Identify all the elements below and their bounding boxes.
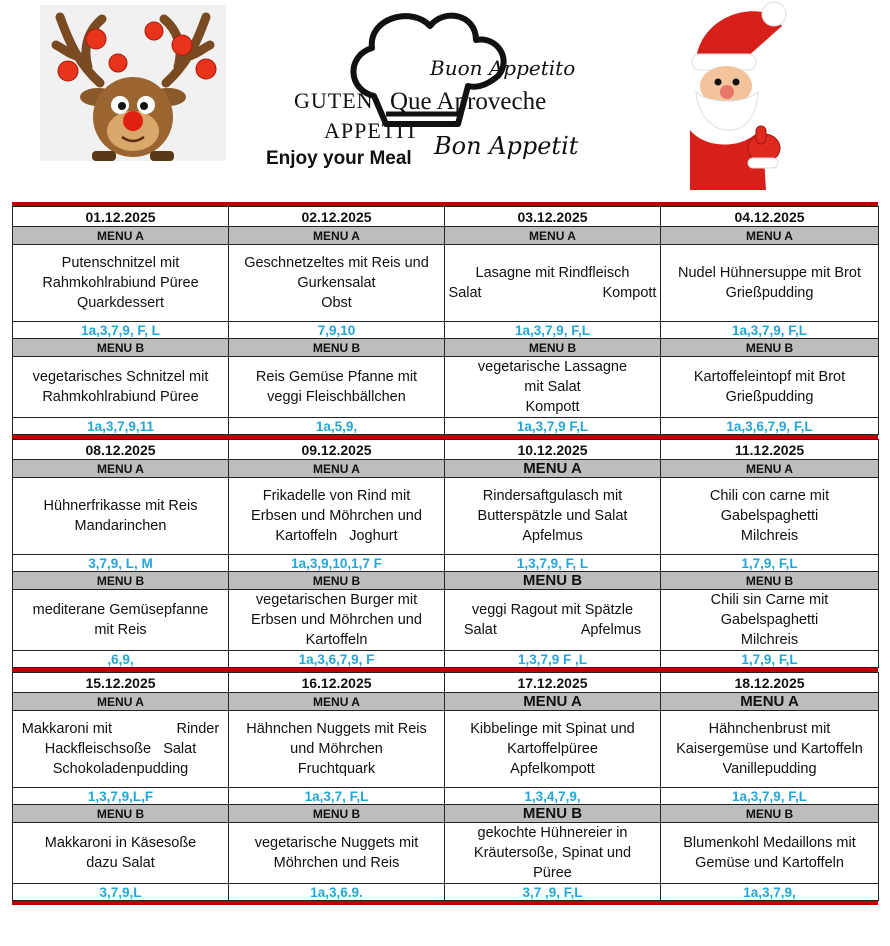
dish-line: Kartoffelpüree: [507, 741, 598, 757]
day-date: 03.12.2025: [445, 207, 661, 227]
menu-b-allergens: 1a,3,6.9.: [229, 884, 445, 901]
dish-line: vegetarisches Schnitzel mit: [32, 369, 209, 385]
menu-a-header: MENU A: [661, 693, 879, 711]
dish-line: vegetarischen Burger mit: [255, 592, 418, 608]
menu-a-header: MENU A: [445, 693, 661, 711]
week-2-table: [12, 439, 879, 668]
dish-line: Milchreis: [740, 632, 799, 648]
menu-b-allergens: 1a,5,9,: [229, 418, 445, 435]
menu-b-allergens: 3,7,9,L: [13, 884, 229, 901]
menu-b-header: MENU B: [229, 805, 445, 823]
day-date: 04.12.2025: [661, 207, 879, 227]
menu-a-allergens: 7,9,10: [229, 322, 445, 339]
dish-line: mit Reis: [94, 622, 147, 638]
greeting-enjoy: Enjoy your Meal: [266, 148, 412, 169]
day-date: 02.12.2025: [229, 207, 445, 227]
dish-line: Grießpudding: [725, 389, 814, 405]
menu-b-header: MENU B: [445, 572, 661, 590]
menu-a-allergens: 1a,3,7,9, F,L: [661, 788, 879, 805]
dish-line: vegetarische Lassagne: [477, 359, 628, 375]
dish-line: Geschnetzeltes mit Reis und: [244, 255, 429, 271]
santa-illustration: [686, 0, 790, 190]
dish-line: Kaisergemüse und Kartoffeln: [676, 741, 863, 757]
menu-a-header: MENU A: [229, 227, 445, 245]
day-date: 01.12.2025: [13, 207, 229, 227]
dish-line: Grießpudding: [725, 285, 814, 301]
menu-a-dish: [229, 478, 445, 555]
day-date: 08.12.2025: [13, 440, 229, 460]
dish-line: Obst: [321, 295, 352, 311]
menu-a-allergens: 3,7,9, L, M: [13, 555, 229, 572]
dish-line: Kibbelinge mit Spinat und: [470, 721, 635, 737]
menu-a-dish: [445, 478, 661, 555]
menu-b-allergens: 1a,3,7,9 F,L: [445, 418, 661, 435]
dish-line: und Möhrchen: [290, 741, 383, 757]
page-header: [0, 0, 890, 200]
dish-line: Kräutersoße, Spinat und: [473, 845, 632, 861]
dish-line: Nudel Hühnersuppe mit Brot: [678, 265, 861, 281]
dish-line: Vanillepudding: [722, 761, 817, 777]
menu-b-header: MENU B: [13, 805, 229, 823]
day-date: 10.12.2025: [445, 440, 661, 460]
menu-b-dish: [229, 823, 445, 884]
menu-a-header: MENU A: [661, 460, 879, 478]
day-date: 16.12.2025: [229, 673, 445, 693]
dish-line: Schokoladenpudding: [52, 761, 189, 777]
menu-b-header: MENU B: [13, 572, 229, 590]
dish-line: Hühnerfrikasse mit Reis: [43, 498, 198, 514]
week-1-table: [12, 206, 879, 435]
dish-line: Makkaroni in Käsesoße: [44, 835, 197, 851]
menu-b-header: MENU B: [13, 339, 229, 357]
dish-line: Lasagne mit Rindfleisch: [475, 265, 630, 281]
menu-b-dish: [13, 590, 229, 651]
menu-a-dish: [661, 711, 879, 788]
dish-line: veggi Ragout mit Spätzle: [471, 602, 634, 618]
dish-line: Mandarinchen: [74, 518, 167, 534]
dish-line: Gabelspaghetti: [720, 612, 819, 628]
menu-b-allergens: 1a,3,7,9,11: [13, 418, 229, 435]
chef-logo: [262, 4, 602, 176]
menu-a-allergens: 1a,3,9,10,1,7 F: [229, 555, 445, 572]
dish-line: vegetarische Nuggets mit: [254, 835, 419, 851]
menu-a-header: MENU A: [13, 460, 229, 478]
menu-b-dish: [661, 590, 879, 651]
menu-a-dish: [13, 478, 229, 555]
day-date: 15.12.2025: [13, 673, 229, 693]
menu-a-header: MENU A: [13, 227, 229, 245]
greeting-appetit: APPETIT: [324, 118, 419, 143]
dish-line: Gurkensalat: [297, 275, 376, 291]
dish-line: Putenschnitzel mit: [61, 255, 180, 271]
menu-b-allergens: 1,3,7,9 F ,L: [445, 651, 661, 668]
dish-line: Hähnchenbrust mit: [708, 721, 831, 737]
menu-b-allergens: 3,7 ,9, F,L: [445, 884, 661, 901]
dish-line: Püree: [533, 865, 572, 881]
day-date: 09.12.2025: [229, 440, 445, 460]
menu-plan: [12, 202, 878, 905]
menu-b-dish: [13, 357, 229, 418]
menu-a-allergens: 1a,3,7,9, F, L: [13, 322, 229, 339]
dish-line: Gemüse und Kartoffeln: [695, 855, 844, 871]
dish-line: Salat Apfelmus: [463, 622, 642, 638]
week-separator: [12, 901, 878, 905]
menu-a-allergens: 1,3,4,7,9,: [445, 788, 661, 805]
dish-line: Rahmkohlrabiund Püree: [42, 389, 199, 405]
dish-line: Rindersaftgulasch mit: [482, 488, 623, 504]
dish-line: Apfelmus: [522, 528, 583, 544]
menu-b-header: MENU B: [661, 339, 879, 357]
week-2: [12, 439, 878, 668]
greeting-buon-appetito: Buon Appetito: [430, 56, 576, 80]
dish-line: dazu Salat: [86, 855, 155, 871]
dish-line: Milchreis: [740, 528, 799, 544]
dish-line: mit Salat Kompott: [524, 379, 682, 415]
menu-a-dish: [229, 245, 445, 322]
dish-line: Kartoffeln: [305, 632, 368, 648]
day-date: 11.12.2025: [661, 440, 879, 460]
menu-a-header: MENU A: [229, 460, 445, 478]
dish-line: Rahmkohlrabiund Püree: [42, 275, 199, 291]
dish-line: Butterspätzle und Salat: [477, 508, 628, 524]
dish-line: Chili con carne mit: [709, 488, 830, 504]
menu-b-dish: [661, 357, 879, 418]
menu-b-header: MENU B: [445, 805, 661, 823]
menu-a-header: MENU A: [13, 693, 229, 711]
menu-b-header: MENU B: [229, 339, 445, 357]
menu-b-allergens: 1a,3,6,7,9, F,L: [661, 418, 879, 435]
menu-a-dish: [13, 245, 229, 322]
menu-b-allergens: 1,7,9, F,L: [661, 651, 879, 668]
dish-line: Hähnchen Nuggets mit Reis: [246, 721, 427, 737]
menu-b-dish: [13, 823, 229, 884]
menu-a-header: MENU A: [229, 693, 445, 711]
dish-line: Reis Gemüse Pfanne mit: [255, 369, 418, 385]
dish-line: Salat Kompott: [448, 285, 657, 301]
dish-line: gekochte Hühnereier in: [477, 825, 628, 841]
dish-line: Chili sin Carne mit: [710, 592, 829, 608]
menu-a-dish: [445, 245, 661, 322]
menu-a-allergens: 1a,3,7,9, F,L: [445, 322, 661, 339]
menu-b-header: MENU B: [445, 339, 661, 357]
day-date: 17.12.2025: [445, 673, 661, 693]
menu-b-allergens: ,6,9,: [13, 651, 229, 668]
menu-a-allergens: 1,3,7,9,L,F: [13, 788, 229, 805]
dish-line: Erbsen und Möhrchen und: [251, 508, 422, 524]
menu-b-header: MENU B: [229, 572, 445, 590]
menu-b-dish: [661, 823, 879, 884]
greeting-que-aproveche: Que Aproveche: [390, 88, 547, 115]
menu-a-allergens: 1,7,9, F,L: [661, 555, 879, 572]
menu-b-dish: [445, 357, 682, 418]
menu-a-dish: [661, 245, 879, 322]
menu-a-header: MENU A: [445, 460, 661, 478]
dish-line: Hackfleischsoße Salat: [44, 741, 197, 757]
dish-line: Kartoffeln Joghurt: [275, 528, 398, 544]
dish-line: Apfelkompott: [510, 761, 595, 777]
dish-line: Frikadelle von Rind mit: [262, 488, 411, 504]
greeting-bon-appetit: Bon Appetit: [434, 132, 579, 160]
reindeer-illustration: [40, 5, 226, 161]
menu-b-allergens: 1a,3,6,7,9, F: [229, 651, 445, 668]
menu-a-dish: [229, 711, 445, 788]
menu-a-dish: [661, 478, 879, 555]
week-1: [12, 206, 878, 435]
dish-line: Blumenkohl Medaillons mit: [683, 835, 856, 851]
dish-line: Möhrchen und Reis: [273, 855, 400, 871]
greeting-guten: GUTEN: [294, 88, 374, 113]
dish-line: Quarkdessert: [76, 295, 165, 311]
week-3: [12, 672, 878, 901]
menu-b-header: MENU B: [661, 805, 879, 823]
dish-line: Fruchtquark: [297, 761, 376, 777]
dish-line: veggi Fleischbällchen: [267, 389, 406, 405]
dish-line: Erbsen und Möhrchen und: [251, 612, 422, 628]
menu-a-header: MENU A: [445, 227, 661, 245]
menu-a-header: MENU A: [661, 227, 879, 245]
dish-line: Kartoffeleintopf mit Brot: [693, 369, 846, 385]
menu-b-dish: [445, 590, 661, 651]
dish-line: mediterane Gemüsepfanne: [32, 602, 209, 618]
menu-a-dish: [13, 711, 229, 788]
menu-a-allergens: 1,3,7,9, F, L: [445, 555, 661, 572]
menu-a-dish: [445, 711, 661, 788]
dish-line: Gabelspaghetti: [720, 508, 819, 524]
menu-a-allergens: 1a,3,7,9, F,L: [661, 322, 879, 339]
menu-b-dish: [229, 357, 445, 418]
dish-line: Makkaroni mit Rinder: [21, 721, 220, 737]
menu-b-dish: [229, 590, 445, 651]
menu-b-header: MENU B: [661, 572, 879, 590]
week-3-table: [12, 672, 879, 901]
menu-b-allergens: 1a,3,7,9,: [661, 884, 879, 901]
day-date: 18.12.2025: [661, 673, 879, 693]
menu-a-allergens: 1a,3,7, F,L: [229, 788, 445, 805]
menu-b-dish: [445, 823, 661, 884]
